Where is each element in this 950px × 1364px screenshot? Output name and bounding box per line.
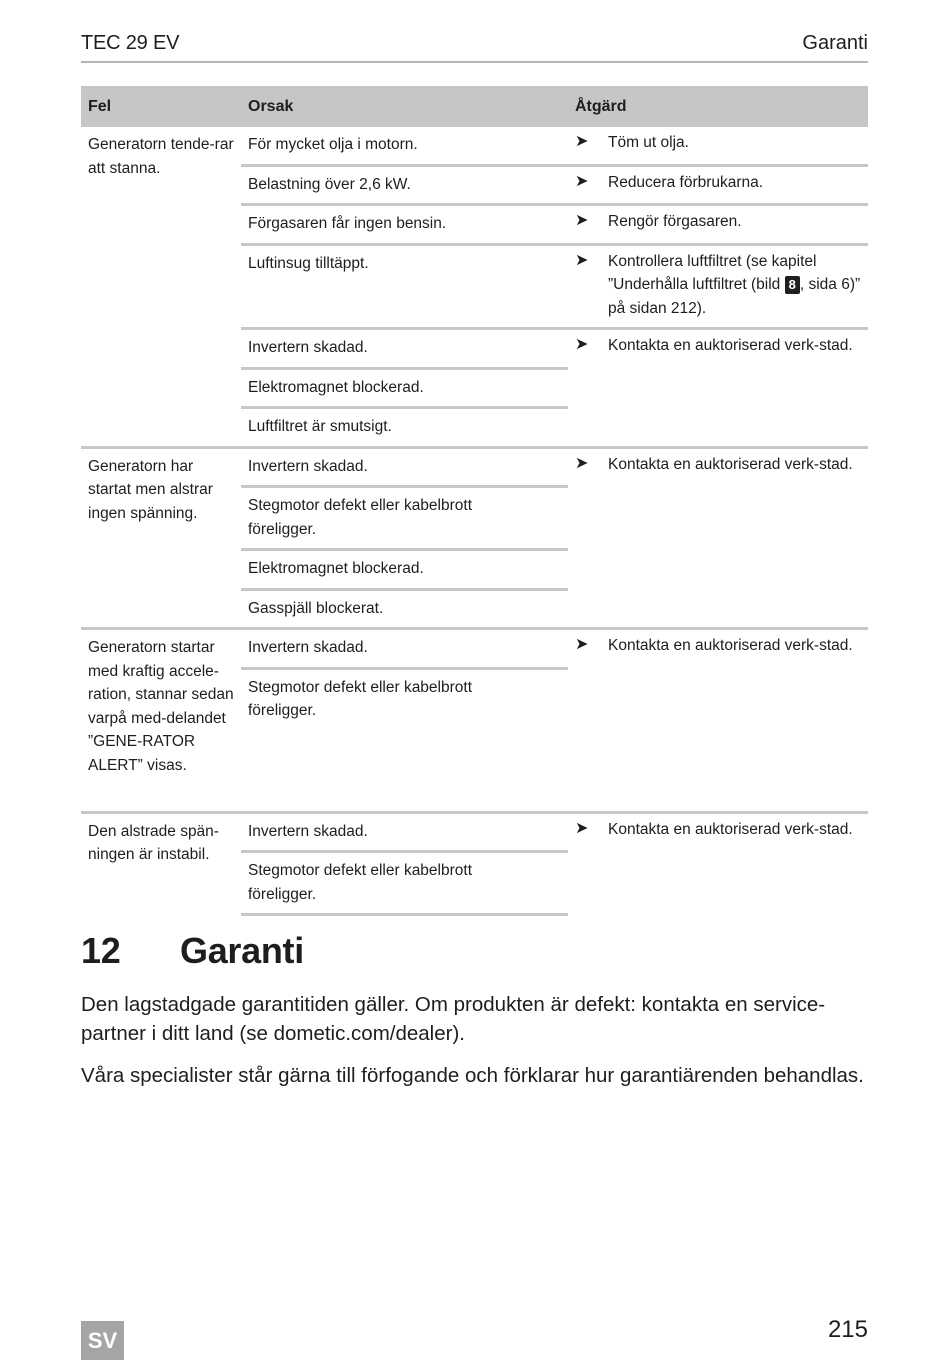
table-row: [81, 629, 868, 669]
page-number: 215: [827, 1316, 868, 1343]
cause-cell: Luftfiltret är smutsigt.: [241, 408, 568, 448]
fault-text: Generatorn har startat men alstrar ingen spänning.: [88, 457, 213, 522]
cause-cell: För mycket olja i motorn.: [248, 136, 418, 153]
arrow-icon: ➤: [575, 212, 589, 229]
cause-cell: Elektromagnet blockerad.: [241, 368, 568, 408]
fault-text: Generatorn startar med kraftig accele-ration, stannar sedan varpå med-delandet ”GENE-RATOR ALERT” visas.: [88, 639, 234, 774]
fault-text: Generatorn tende-rar att stanna.: [88, 136, 234, 177]
remedy-step: ➤ Kontakta en auktoriserad verk-stad.: [575, 455, 861, 477]
arrow-icon: ➤: [575, 172, 589, 190]
table-row: [81, 447, 868, 487]
header-fel: Fel: [81, 86, 241, 127]
arrow-icon: ➤: [575, 336, 589, 353]
remedy-step: ➤ Rengör förgasaren.: [575, 212, 861, 234]
section-title: Garanti: [180, 930, 304, 971]
arrow-icon: ➤: [575, 636, 589, 653]
remedy-step: ➤ Kontakta en auktoriserad verk-stad.: [575, 636, 861, 658]
cause-cell: Elektromagnet blockerad.: [241, 550, 568, 590]
header-orsak: Orsak: [241, 86, 568, 127]
arrow-icon: ➤: [575, 454, 589, 472]
troubleshooting-table: [81, 86, 868, 916]
cause-cell: Stegmotor defekt eller kabelbrott föreligger.: [241, 668, 568, 812]
arrow-icon: ➤: [575, 133, 589, 150]
language-tab: SV: [81, 1321, 124, 1360]
table-header-row: [81, 86, 868, 127]
table-row: [81, 127, 868, 165]
remedy-step: ➤ Kontakta en auktoriserad verk-stad.: [575, 336, 861, 358]
figure-badge: 8: [785, 276, 800, 294]
remedy-step: ➤ Töm ut olja.: [575, 133, 861, 155]
warranty-paragraph-2: Våra specialister står gärna till förfogande och förklarar hur garantiärenden behandlas.: [81, 1064, 864, 1087]
remedy-step: ➤ Kontrollera luftfiltret (se kapitel ”Underhålla luftfiltret (bild 8 , sida 6)” på sidan 212).: [575, 252, 861, 321]
warranty-paragraph-1: Den lagstadgade garantitiden gäller. Om produkten är defekt: kontakta en service-partner i ditt land (se dometic.com/dealer).: [81, 993, 826, 1045]
cause-cell: Gasspjäll blockerat.: [241, 589, 568, 629]
arrow-icon: ➤: [575, 251, 589, 269]
fault-text: Den alstrade spän-ningen är instabil.: [88, 822, 219, 863]
remedy-step: ➤ Kontakta en auktoriserad verk-stad.: [575, 820, 861, 842]
cause-cell: Belastning över 2,6 kW.: [241, 165, 568, 205]
cause-cell: Stegmotor defekt eller kabelbrott föreligger.: [241, 487, 568, 550]
cause-cell: Invertern skadad.: [241, 329, 568, 369]
section-heading: [81, 930, 304, 972]
cause-cell: Invertern skadad.: [241, 447, 568, 487]
table-row: [81, 812, 868, 852]
page-header: [81, 30, 868, 63]
section-number: 12: [81, 930, 121, 971]
cause-cell: Invertern skadad.: [241, 629, 568, 669]
chapter-title: Garanti: [802, 32, 868, 54]
document-title: TEC 29 EV: [81, 32, 180, 54]
arrow-icon: ➤: [575, 819, 589, 837]
header-atgard: Åtgärd: [568, 86, 868, 127]
remedy-step: ➤ Reducera förbrukarna.: [575, 173, 861, 195]
cause-cell: Luftinsug tilltäppt.: [241, 244, 568, 329]
cause-cell: Invertern skadad.: [241, 812, 568, 852]
cause-cell: Stegmotor defekt eller kabelbrott föreligger.: [241, 852, 568, 915]
cause-cell: Förgasaren får ingen bensin.: [241, 205, 568, 245]
